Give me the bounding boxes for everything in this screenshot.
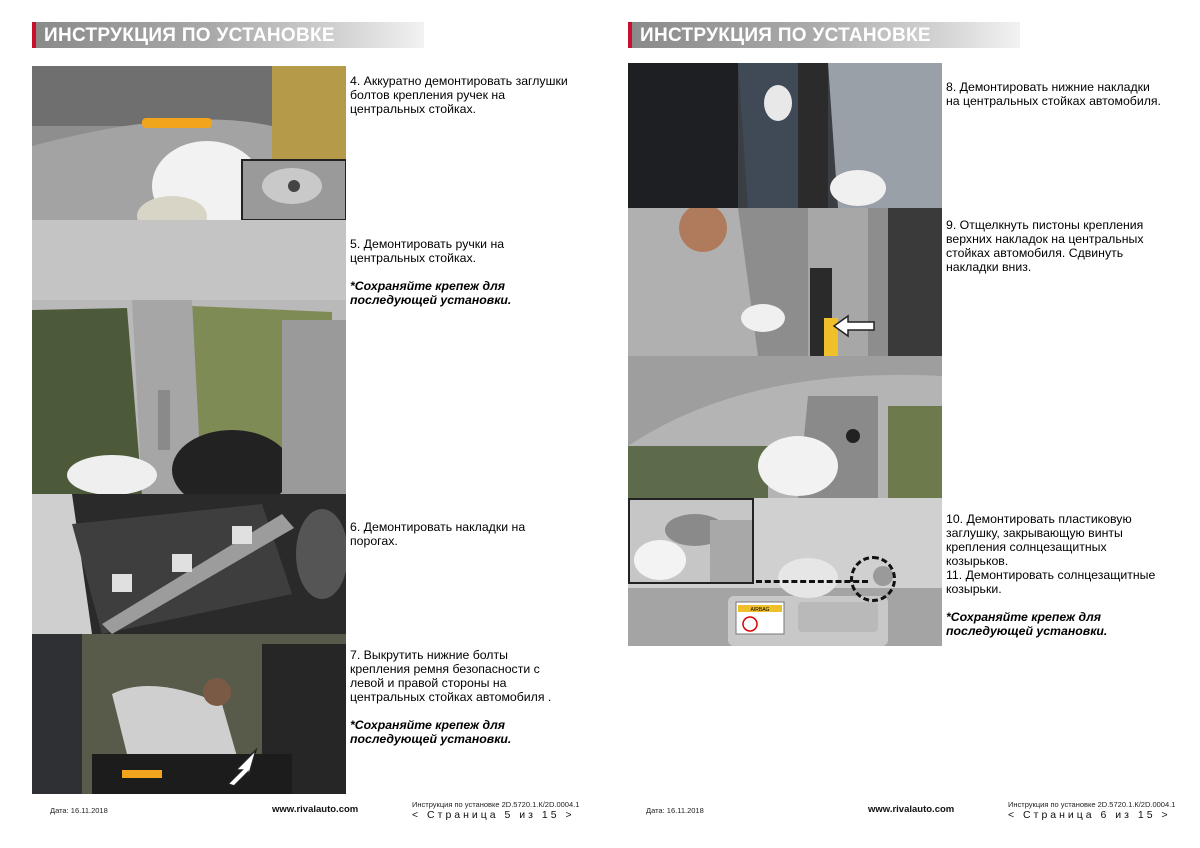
- footer-doc-id: Инструкция по установке 2D.5720.1.К/2D.0004.1: [412, 800, 580, 809]
- page-header: [628, 22, 1020, 48]
- page-header-title: ИНСТРУКЦИЯ ПО УСТАНОВКЕ: [640, 25, 931, 46]
- step-9-photo: [628, 208, 942, 356]
- step-4-photo: [32, 66, 346, 220]
- step-8-description: 8. Демонтировать нижние накладки на центральных стойках автомобиля.: [946, 80, 1161, 108]
- footer-website-link[interactable]: www.rivalauto.com: [272, 804, 359, 815]
- step-7-text: [350, 648, 565, 746]
- footer-website-link[interactable]: www.rivalauto.com: [868, 804, 955, 815]
- page-header-title: ИНСТРУКЦИЯ ПО УСТАНОВКЕ: [44, 25, 335, 46]
- footer-doc-id: Инструкция по установке 2D.5720.1.К/2D.0004.1: [1008, 800, 1176, 809]
- step-6-photo: [32, 494, 346, 634]
- page-header: [32, 22, 424, 48]
- step-10-inset-photo: [628, 498, 754, 584]
- step-5-text: [350, 237, 550, 307]
- step-7-photo: [32, 634, 346, 794]
- right-page: [600, 0, 1200, 848]
- footer-page-number: < Страница 6 из 15 >: [1008, 809, 1171, 821]
- step-6-text: [350, 520, 550, 548]
- step-4-description: 4. Аккуратно демонтировать заглушки болтов крепления ручек на центральных стойках.: [350, 74, 568, 116]
- airbag-label: AIRBAG: [750, 607, 770, 613]
- step-10-text: [946, 512, 1158, 638]
- step-5-photo: [32, 220, 346, 494]
- step-7-note: *Сохраняйте крепеж для последующей установки.: [350, 718, 512, 746]
- step-10-description: 10. Демонтировать пластиковую заглушку, закрывающую винты крепления солнцезащитных козырьков.: [946, 512, 1132, 568]
- step-9-text: [946, 218, 1158, 274]
- step-8-text: [946, 80, 1164, 108]
- step-7-description: 7. Выкрутить нижние болты крепления ремня безопасности с левой и правой стороны на центральных стойках автомобиля .: [350, 648, 552, 704]
- step-10-photo: [628, 498, 942, 646]
- footer-page-number: < Страница 5 из 15 >: [412, 809, 575, 821]
- step-9-photo-2: [628, 356, 942, 498]
- footer-date: Дата: 16.11.2018: [50, 806, 108, 815]
- footer-date: Дата: 16.11.2018: [646, 806, 704, 815]
- arrow-left-icon: [832, 314, 876, 338]
- step-4-text: [350, 74, 572, 116]
- step-11-note: *Сохраняйте крепеж для последующей установки.: [946, 610, 1108, 638]
- step-8-photo: [628, 63, 942, 208]
- step-6-description: 6. Демонтировать накладки на порогах.: [350, 520, 526, 548]
- step-11-description: 11. Демонтировать солнцезащитные козырьки.: [946, 568, 1156, 596]
- step-5-note: *Сохраняйте крепеж для последующей установки.: [350, 279, 512, 307]
- step-5-description: 5. Демонтировать ручки на центральных стойках.: [350, 237, 505, 265]
- callout-dashed-circle: [850, 556, 896, 602]
- step-9-description: 9. Отщелкнуть пистоны крепления верхних накладок на центральных стойках автомобиля. Сдвинуть накладки вниз.: [946, 218, 1144, 274]
- arrow-pointer-icon: [222, 746, 262, 786]
